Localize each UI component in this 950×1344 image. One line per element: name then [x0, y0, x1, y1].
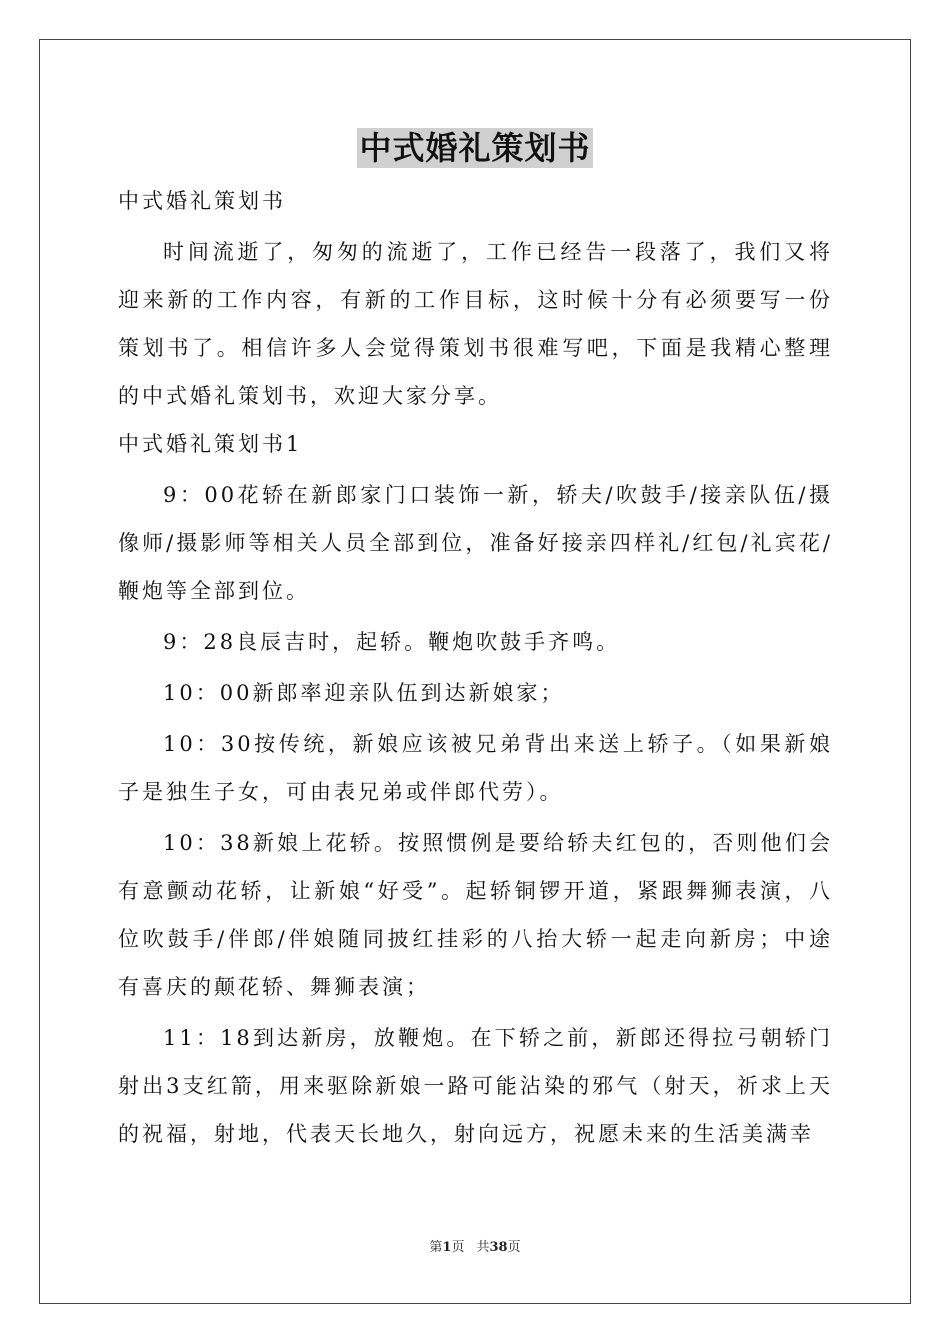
current-page-number: 1: [442, 1240, 452, 1255]
schedule-paragraph: 10：00新郎率迎亲队伍到达新娘家；: [163, 681, 565, 705]
page-label-prefix: 第: [429, 1240, 443, 1255]
total-label-suffix: 页: [507, 1240, 521, 1255]
schedule-paragraph: 9：28良辰吉时，起轿。鞭炮吹鼓手齐鸣。: [163, 630, 621, 654]
total-page-count: 38: [489, 1240, 508, 1255]
subtitle-paragraph: 中式婚礼策划书: [118, 189, 286, 213]
title-container: [0, 128, 950, 168]
schedule-paragraph: 9：00花轿在新郎家门口装饰一新，轿夫/吹鼓手/接亲队伍/摄像师/摄影师等相关人员全部到位，准备好接亲四样礼/红包/礼宾花/鞭炮等全部到位。: [118, 483, 833, 603]
section-heading: 中式婚礼策划书1: [118, 432, 303, 456]
document-title: 中式婚礼策划书: [359, 129, 591, 167]
intro-paragraph: 时间流逝了，匆匆的流逝了，工作已经告一段落了，我们又将迎来新的工作内容，有新的工作目标，这时候十分有必须要写一份策划书了。相信许多人会觉得策划书很难写吧，下面是我精心整理的中式婚礼策划书，欢迎大家分享。: [118, 240, 833, 408]
page-label-suffix: 页: [451, 1240, 465, 1255]
total-label-prefix: 共: [476, 1240, 490, 1255]
document-body: [118, 177, 833, 1158]
page-footer: [0, 1240, 950, 1256]
schedule-paragraph: 10：38新娘上花轿。按照惯例是要给轿夫红包的，否则他们会有意颤动花轿，让新娘“好受”。起轿铜锣开道，紧跟舞狮表演，八位吹鼓手/伴郎/伴娘随同披红挂彩的八抬大轿一起走向新房；中途有喜庆的颠花轿、舞狮表演；: [118, 831, 833, 999]
schedule-paragraph: 10：30按传统，新娘应该被兄弟背出来送上轿子。（如果新娘子是独生子女，可由表兄弟或伴郎代劳）。: [118, 732, 833, 804]
schedule-paragraph: 11：18到达新房，放鞭炮。在下轿之前，新郎还得拉弓朝轿门射出3支红箭，用来驱除新娘一路可能沾染的邪气（射天，祈求上天的祝福，射地，代表天长地久，射向远方，祝愿未来的生活美满幸: [118, 1026, 833, 1146]
